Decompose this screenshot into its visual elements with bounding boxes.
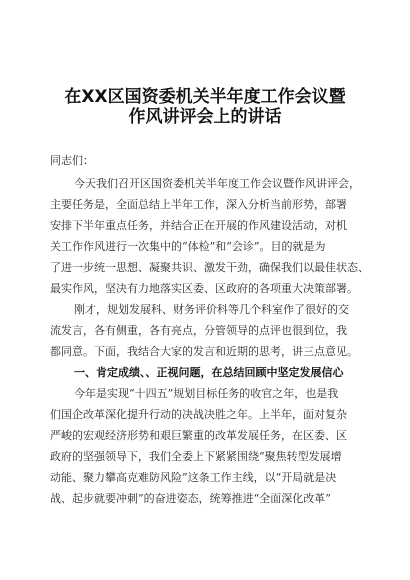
paragraph-line: 今年是实现“十四五”规划目标任务的收官之年，也是我	[74, 387, 339, 400]
document-title-line-2: 作风讲评会上的讲话	[128, 107, 282, 127]
paragraph-line: 战、起步就要冲刺”的奋进姿态，统筹推进“全面深化改革”	[50, 492, 331, 505]
section-heading-1-part2: 在总结回顾中坚定发展信心	[211, 366, 344, 379]
paragraph-line: 政府的坚强领导下，我们全委上下紧紧围绕“聚焦转型发展增	[50, 450, 342, 463]
paragraph-line: 们国企改革深化提升行动的决战决胜之年。上半年，面对复杂	[50, 408, 347, 421]
paragraph-line: 安排下半年重点任务，并结合正在开展的作风建设活动，对机	[50, 219, 347, 232]
paragraph-line: 刚才，规划发展科、财务评价科等几个科室作了很好的交	[74, 303, 349, 316]
paragraph-line: 今天我们召开区国资委机关半年度工作会议暨作风讲评会，	[74, 177, 360, 190]
paragraph-line: 严峻的宏观经济形势和艰巨繁重的改革发展任务，在区委、区	[50, 429, 347, 442]
document-title-line-1: 在XX区国资委机关半年度工作会议暨	[64, 87, 346, 107]
salutation: 同志们：	[50, 154, 94, 167]
paragraph-line: 流发言，各有侧重，各有亮点，分管领导的点评也很到位，我	[50, 324, 347, 337]
paragraph-line: 都同意。下面，我结合大家的发言和近期的思考，讲三点意见。	[50, 345, 358, 358]
paragraph-line: 主要任务是，全面总结上半年工作，深入分析当前形势，部署	[50, 198, 347, 211]
section-heading-1	[74, 366, 344, 380]
paragraph-line: 了进一步统一思想、凝聚共识、激发干劲，确保我们以最佳状态、	[50, 261, 369, 274]
section-heading-1-part1: 一、肯定成绩、、正视问题，	[74, 366, 212, 379]
paragraph-line: 最实作风，坚决有力地落实区委、区政府的各项重大决策部署。	[50, 282, 358, 295]
paragraph-line: 动能、聚力攀高克难防风险”这条工作主线，以“开局就是决	[50, 471, 337, 484]
paragraph-line: 关工作作风进行一次集中的“体检”和“会诊”。目的就是为	[50, 240, 326, 253]
